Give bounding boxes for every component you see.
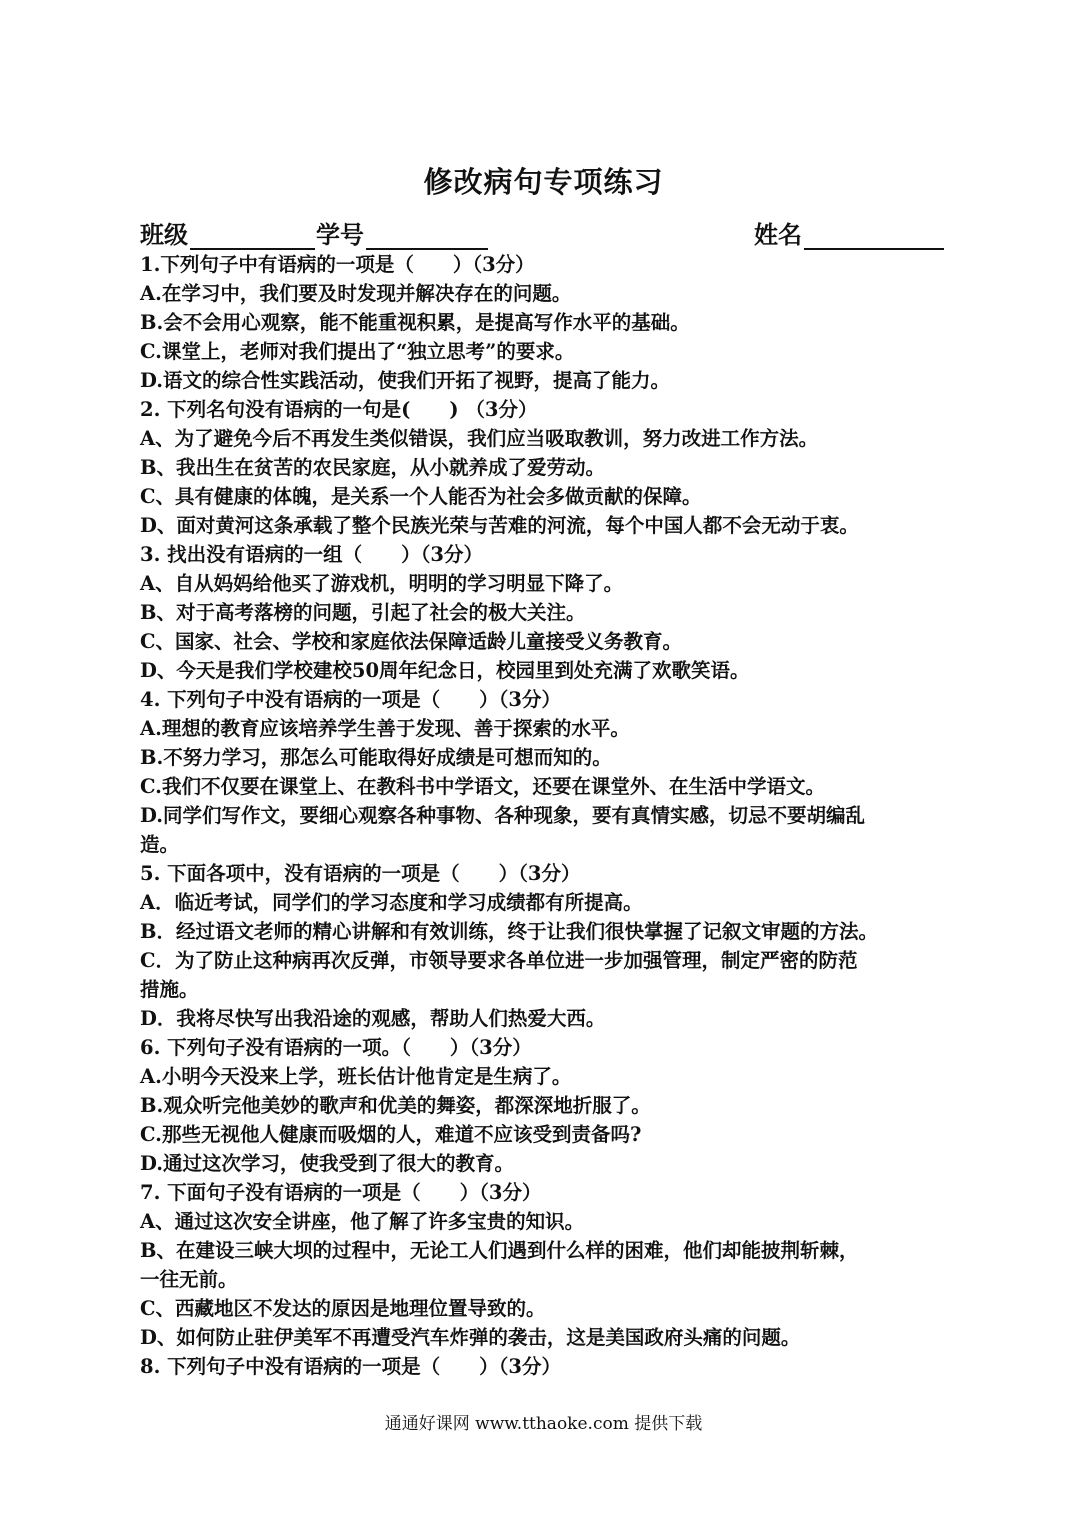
option-line: A、自从妈妈给他买了游戏机，明明的学习明显下降了。	[140, 572, 624, 595]
option-line: B.会不会用心观察，能不能重视积累，是提高写作水平的基础。	[140, 311, 690, 334]
option-line: D、面对黄河这条承载了整个民族光荣与苦难的河流，每个中国人都不会无动于衷。	[140, 514, 859, 537]
option-line: B、在建设三峡大坝的过程中，无论工人们遇到什么样的困难，他们却能披荆斩棘，	[140, 1239, 859, 1262]
question-line: 3. 找出没有语病的一组（ ）（3分）	[140, 543, 483, 566]
option-line: C、国家、社会、学校和家庭依法保障适龄儿童接受义务教育。	[140, 630, 683, 653]
question-line: 8. 下列句子中没有语病的一项是（ ）（3分）	[140, 1355, 561, 1378]
option-line: D.通过这次学习，使我受到了很大的教育。	[140, 1152, 515, 1175]
option-line: B.观众听完他美妙的歌声和优美的舞姿，都深深地折服了。	[140, 1094, 651, 1117]
option-line: A.在学习中，我们要及时发现并解决存在的问题。	[140, 282, 572, 305]
number-field	[316, 215, 488, 250]
name-blank[interactable]	[804, 220, 944, 250]
question-line: 1.下列句子中有语病的一项是（ ）（3分）	[140, 253, 535, 276]
option-line: C.课堂上，老师对我们提出了“独立思考”的要求。	[140, 340, 575, 363]
question-line: 6. 下列句子没有语病的一项。（ ）（3分）	[140, 1036, 532, 1059]
option-line: C.我们不仅要在课堂上、在教科书中学语文，还要在课堂外、在生活中学语文。	[140, 775, 825, 798]
option-line: C、西藏地区不发达的原因是地理位置导致的。	[140, 1297, 546, 1320]
question-line: 7. 下面句子没有语病的一项是（ ）（3分）	[140, 1181, 542, 1204]
name-field	[754, 215, 944, 250]
option-line: C．为了防止这种病再次反弹，市领导要求各单位进一步加强管理，制定严密的防范	[140, 949, 858, 972]
option-line: A、通过这次安全讲座，他了解了许多宝贵的知识。	[140, 1210, 585, 1233]
option-line: D、今天是我们学校建校50周年纪念日，校园里到处充满了欢歌笑语。	[140, 659, 750, 682]
class-field	[140, 215, 315, 250]
page-footer: 通通好课网 www.tthaoke.com 提供下载	[384, 1414, 703, 1434]
question-list	[140, 250, 955, 1381]
option-line: A.理想的教育应该培养学生善于发现、善于探索的水平。	[140, 717, 630, 740]
page-title: 修改病句专项练习	[423, 165, 664, 199]
option-line: C.那些无视他人健康而吸烟的人，难道不应该受到责备吗?	[140, 1123, 642, 1146]
option-line: D、如何防止驻伊美军不再遭受汽车炸弹的袭击，这是美国政府头痛的问题。	[140, 1326, 801, 1349]
option-line: A、为了避免今后不再发生类似错误，我们应当吸取教训，努力改进工作方法。	[140, 427, 819, 450]
option-line-continued: 造。	[140, 833, 180, 856]
option-line-continued: 措施。	[140, 978, 199, 1001]
option-line: B.不努力学习，那怎么可能取得好成绩是可想而知的。	[140, 746, 612, 769]
option-line: C、具有健康的体魄，是关系一个人能否为社会多做贡献的保障。	[140, 485, 702, 508]
option-line: A.小明今天没来上学，班长估计他肯定是生病了。	[140, 1065, 572, 1088]
question-line: 4. 下列句子中没有语病的一项是（ ）（3分）	[140, 688, 561, 711]
question-line: 2. 下列名句没有语病的一句是( ) （3分）	[140, 398, 538, 421]
option-line: D．我将尽快写出我沿途的观感，帮助人们热爱大西。	[140, 1007, 606, 1030]
option-line-continued: 一往无前。	[140, 1268, 238, 1291]
number-blank[interactable]	[366, 220, 488, 250]
option-line: D.同学们写作文，要细心观察各种事物、各种现象，要有真情实感，切忌不要胡编乱	[140, 804, 866, 827]
option-line: D.语文的综合性实践活动，使我们开拓了视野，提高了能力。	[140, 369, 671, 392]
option-line: B、我出生在贫苦的农民家庭，从小就养成了爱劳动。	[140, 456, 605, 479]
number-label: 学号	[316, 220, 364, 249]
question-line: 5. 下面各项中，没有语病的一项是（ ）（3分）	[140, 862, 581, 885]
name-label: 姓名	[754, 220, 802, 249]
option-line: B．经过语文老师的精心讲解和有效训练，终于让我们很快掌握了记叙文审题的方法。	[140, 920, 878, 943]
class-label: 班级	[140, 220, 188, 249]
option-line: A．临近考试，同学们的学习态度和学习成绩都有所提高。	[140, 891, 643, 914]
class-blank[interactable]	[190, 220, 315, 250]
student-info-row	[140, 215, 950, 253]
option-line: B、对于高考落榜的问题，引起了社会的极大关注。	[140, 601, 586, 624]
